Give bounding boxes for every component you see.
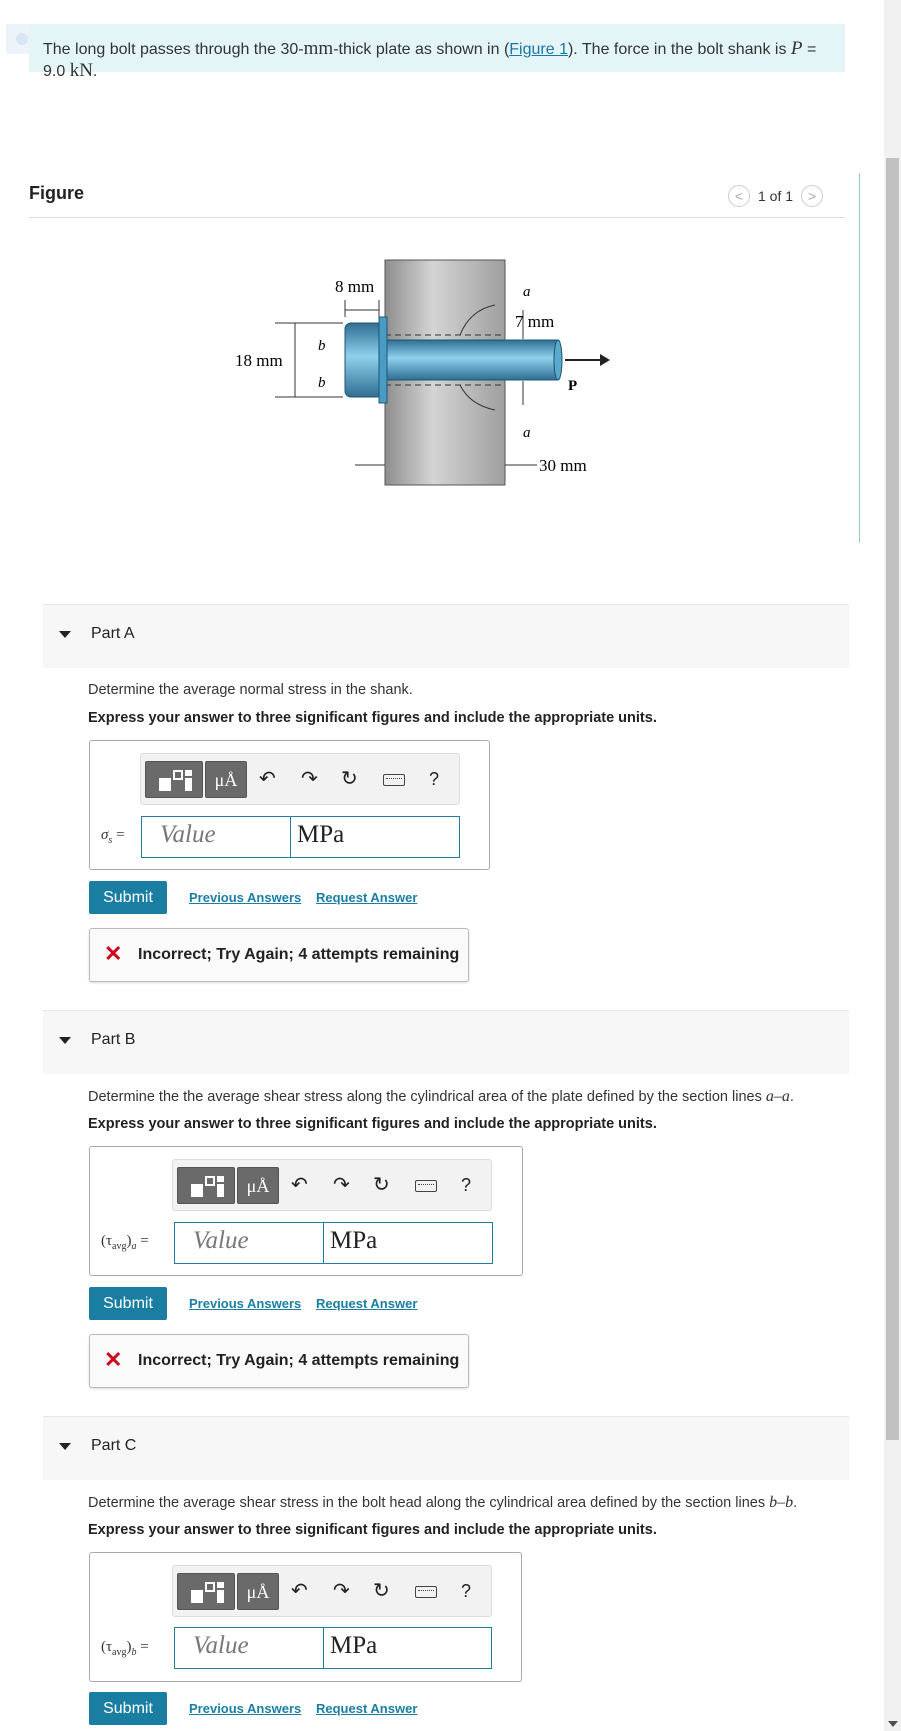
scrollbar-thumb[interactable] xyxy=(886,158,899,1440)
help-icon[interactable]: ? xyxy=(461,1175,472,1195)
undo-icon[interactable]: ↶ xyxy=(291,1174,308,1196)
part-b-label: Part B xyxy=(91,1031,136,1048)
incorrect-x-icon: ✕ xyxy=(104,941,123,966)
problem-statement xyxy=(29,24,845,81)
part-c-value-input[interactable]: Value xyxy=(174,1627,324,1669)
label-18mm: 18 mm xyxy=(235,351,283,370)
template-button[interactable] xyxy=(145,761,203,798)
problem-period: . xyxy=(92,63,98,80)
bolt-plate-figure xyxy=(235,255,625,495)
collapse-triangle-icon[interactable] xyxy=(59,631,71,638)
part-c-submit-button[interactable]: Submit xyxy=(89,1692,167,1725)
problem-text-2: -thick plate as shown in ( xyxy=(333,41,510,58)
keyboard-icon[interactable] xyxy=(383,774,405,786)
label-a-top: a xyxy=(523,284,531,300)
units-button[interactable]: μÅ xyxy=(237,1167,279,1204)
label-7mm: 7 mm xyxy=(515,312,555,331)
part-b-submit-button[interactable]: Submit xyxy=(89,1287,167,1320)
undo-icon[interactable]: ↶ xyxy=(259,768,276,790)
figure-link[interactable]: Figure 1 xyxy=(509,41,568,58)
figure-divider xyxy=(29,217,845,218)
problem-text-3: ). The force in the bolt shank is xyxy=(567,41,791,58)
keyboard-icon[interactable] xyxy=(415,1180,437,1192)
part-a-unit-input[interactable]: MPa xyxy=(290,816,460,858)
part-c-toolbar xyxy=(172,1565,492,1617)
reset-icon[interactable]: ↻ xyxy=(373,1174,390,1196)
part-a-header[interactable] xyxy=(43,604,849,668)
label-b-top: b xyxy=(318,338,326,354)
part-c-header[interactable] xyxy=(43,1416,849,1480)
help-icon[interactable]: ? xyxy=(461,1581,472,1601)
label-8mm: 8 mm xyxy=(335,277,375,296)
part-b-answer-box xyxy=(89,1146,523,1276)
part-c-previous-answers-link[interactable]: Previous Answers xyxy=(189,1701,302,1716)
part-a-submit-button[interactable]: Submit xyxy=(89,881,167,914)
reset-icon[interactable]: ↻ xyxy=(341,768,358,790)
undo-icon[interactable]: ↶ xyxy=(291,1580,308,1602)
keyboard-icon[interactable] xyxy=(415,1586,437,1598)
part-b-instruction: Express your answer to three significant figures and include the appropriate units. xyxy=(88,1116,657,1132)
part-b-question: Determine the the average shear stress along the cylindrical area of the plate defined by the section lines a–a. xyxy=(88,1088,794,1105)
part-b-variable-label: $(\tau_{avg})_a$ = xyxy=(101,1233,149,1252)
chevron-left-icon[interactable]: < xyxy=(728,185,750,207)
part-a-label: Part A xyxy=(91,625,135,642)
bolt-washer xyxy=(379,317,387,403)
help-icon[interactable]: ? xyxy=(429,769,440,789)
redo-icon[interactable]: ↷ xyxy=(301,768,318,790)
vertical-scrollbar[interactable] xyxy=(884,0,901,1731)
problem-unit-kn: kN xyxy=(69,60,93,81)
bolt-shank xyxy=(380,340,560,380)
problem-var-p: P xyxy=(790,38,803,59)
panel-edge-line xyxy=(859,173,860,543)
template-button[interactable] xyxy=(177,1167,235,1204)
part-b-previous-answers-link[interactable]: Previous Answers xyxy=(189,1296,302,1311)
collapse-triangle-icon[interactable] xyxy=(59,1037,71,1044)
redo-icon[interactable]: ↷ xyxy=(333,1580,350,1602)
part-a-question: Determine the average normal stress in the shank. xyxy=(88,682,413,698)
part-a-toolbar xyxy=(140,753,460,805)
part-b-toolbar xyxy=(172,1159,492,1211)
incorrect-x-icon: ✕ xyxy=(104,1347,123,1372)
problem-value: = 9.0 xyxy=(43,41,817,80)
label-30mm: 30 mm xyxy=(539,456,587,475)
part-b-feedback xyxy=(89,1334,469,1388)
part-b-value-input[interactable]: Value xyxy=(174,1222,324,1264)
force-arrowhead-icon xyxy=(600,354,610,366)
scroll-down-arrow-icon[interactable] xyxy=(888,1721,898,1727)
bolt-end xyxy=(554,340,562,380)
part-c-question: Determine the average shear stress in the bolt head along the cylindrical area defined by the section lines b–b. xyxy=(88,1494,798,1511)
figure-pager xyxy=(728,183,823,209)
label-p: P xyxy=(568,378,578,394)
ghost-tab-dot-icon xyxy=(16,33,28,45)
part-b-request-answer-link[interactable]: Request Answer xyxy=(316,1296,418,1311)
part-c-variable-label: $(\tau_{avg})_b$ = xyxy=(101,1639,149,1658)
collapse-triangle-icon[interactable] xyxy=(59,1443,71,1450)
template-button[interactable] xyxy=(177,1573,235,1610)
problem-unit-mm: mm xyxy=(303,38,334,59)
part-a-previous-answers-link[interactable]: Previous Answers xyxy=(189,890,302,905)
label-a-bottom: a xyxy=(523,425,531,441)
part-b-feedback-text: Incorrect; Try Again; 4 attempts remaining xyxy=(138,1352,460,1369)
part-a-answer-box xyxy=(89,740,490,870)
part-c-instruction: Express your answer to three significant figures and include the appropriate units. xyxy=(88,1522,657,1538)
redo-icon[interactable]: ↷ xyxy=(333,1174,350,1196)
reset-icon[interactable]: ↻ xyxy=(373,1580,390,1602)
label-b-bottom: b xyxy=(318,375,326,391)
part-a-value-input[interactable]: Value xyxy=(141,816,291,858)
part-c-request-answer-link[interactable]: Request Answer xyxy=(316,1701,418,1716)
problem-text-1: The long bolt passes through the 30- xyxy=(43,41,304,58)
part-a-variable-label: $\sigma_s$ = xyxy=(101,827,125,846)
part-a-instruction: Express your answer to three significant figures and include the appropriate units. xyxy=(88,710,657,726)
pager-text: 1 of 1 xyxy=(758,188,794,204)
part-c-unit-input[interactable]: MPa xyxy=(323,1627,492,1669)
chevron-right-icon[interactable]: > xyxy=(801,185,823,207)
bolt-head xyxy=(345,323,383,397)
figure-title: Figure xyxy=(29,183,85,203)
part-a-feedback-text: Incorrect; Try Again; 4 attempts remaining xyxy=(138,946,460,963)
part-b-header[interactable] xyxy=(43,1010,849,1074)
part-c-label: Part C xyxy=(91,1437,137,1454)
part-b-unit-input[interactable]: MPa xyxy=(323,1222,493,1264)
units-button[interactable]: μÅ xyxy=(205,761,247,798)
units-button[interactable]: μÅ xyxy=(237,1573,279,1610)
part-a-feedback xyxy=(89,928,469,982)
part-a-request-answer-link[interactable]: Request Answer xyxy=(316,890,418,905)
part-c-answer-box xyxy=(89,1552,522,1682)
